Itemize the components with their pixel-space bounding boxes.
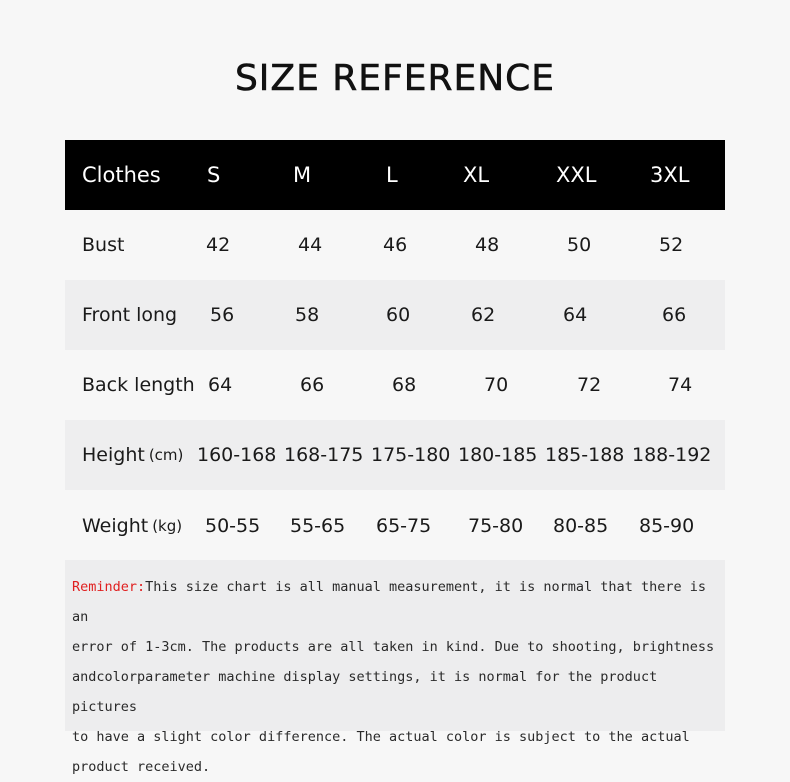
table-cell: 42 (206, 234, 231, 256)
table-cell: 188-192 (632, 444, 712, 466)
table-cell: 66 (300, 374, 325, 396)
reminder-line: andcolorparameter machine display settings, it is normal for the product pictures (72, 669, 658, 715)
header-cell-xxl: XXL (556, 163, 597, 187)
table-cell: 175-180 (371, 444, 451, 466)
table-cell: 72 (577, 374, 602, 396)
table-cell: 60 (386, 304, 411, 326)
table-cell: 160-168 (197, 444, 277, 466)
table-cell: 55-65 (290, 515, 346, 537)
reminder-note (65, 560, 725, 775)
header-cell-xl: XL (463, 163, 490, 187)
unit-label: (cm) (148, 446, 184, 464)
row-label-text: Weight (82, 515, 149, 537)
table-cell: 75-80 (468, 515, 524, 537)
header-cell-s: S (207, 163, 221, 187)
reminder-label: Reminder: (72, 579, 146, 595)
table-cell: 52 (659, 234, 684, 256)
table-cell: 180-185 (458, 444, 538, 466)
table-cell: 185-188 (545, 444, 625, 466)
reminder-line: to have a slight color difference. The actual color is subject to the actual (72, 729, 690, 745)
table-cell: 64 (563, 304, 588, 326)
table-cell: 66 (662, 304, 687, 326)
size-table (65, 140, 725, 562)
header-cell-l: L (386, 163, 398, 187)
table-cell: 80-85 (553, 515, 609, 537)
row-label: Front long (82, 304, 178, 326)
row-label: Bust (82, 234, 125, 256)
reminder-line: error of 1-3cm. The products are all taken in kind. Due to shooting, brightness (72, 639, 715, 655)
table-cell: 44 (298, 234, 323, 256)
table-cell: 46 (383, 234, 408, 256)
table-cell: 50 (567, 234, 592, 256)
row-label (82, 490, 182, 562)
table-cell: 64 (208, 374, 233, 396)
table-header-row (65, 140, 725, 210)
header-cell-clothes: Clothes (82, 163, 161, 187)
row-label: Back length (82, 374, 195, 396)
table-cell: 168-175 (284, 444, 364, 466)
table-row-height (65, 420, 725, 490)
table-cell: 50-55 (205, 515, 261, 537)
reminder-line (72, 572, 719, 632)
table-row-bust (65, 210, 725, 280)
table-cell: 68 (392, 374, 417, 396)
header-cell-m: M (293, 163, 312, 187)
table-cell: 85-90 (639, 515, 695, 537)
table-cell: 65-75 (376, 515, 432, 537)
page-title: SIZE REFERENCE (234, 58, 556, 99)
table-cell: 48 (475, 234, 500, 256)
table-row-front-long (65, 280, 725, 350)
table-cell: 74 (668, 374, 693, 396)
unit-label: (kg) (152, 517, 183, 535)
table-cell: 70 (484, 374, 509, 396)
table-cell: 62 (471, 304, 496, 326)
reminder-text: This size chart is all manual measurement, it is normal that there is an (72, 579, 706, 625)
header-cell-3xl: 3XL (650, 163, 690, 187)
table-row-weight (65, 490, 725, 562)
row-label-text: Height (82, 444, 145, 466)
table-cell: 58 (295, 304, 320, 326)
row-label (82, 420, 183, 490)
table-row-back-length (65, 350, 725, 420)
table-cell: 56 (210, 304, 235, 326)
reminder-line: product received. (72, 759, 211, 775)
